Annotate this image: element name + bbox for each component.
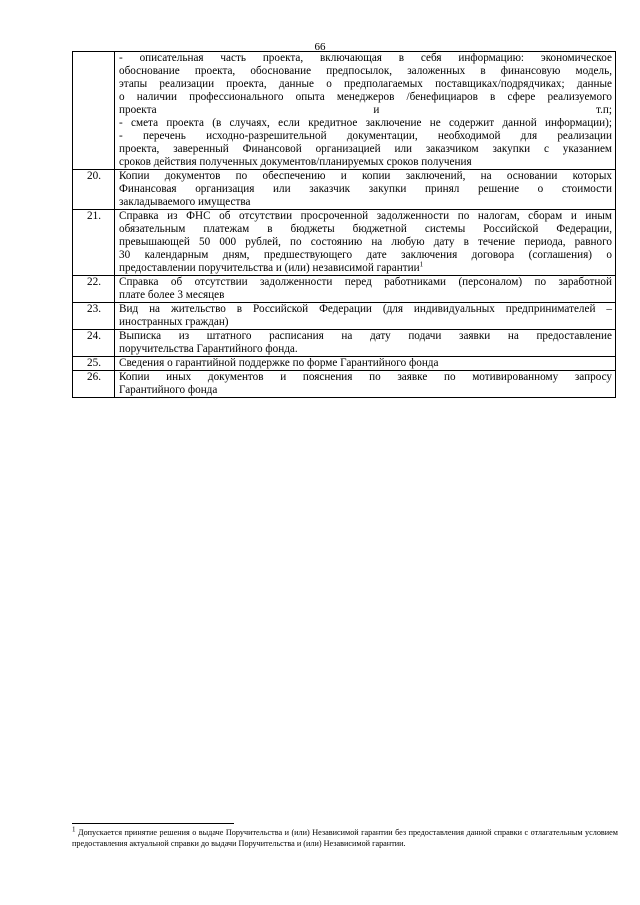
row-text: Финансовая организация или заказчик закупки принял решение о стоимости [119, 183, 612, 195]
row-text-line [119, 262, 612, 275]
row-text: плате более 3 месяцев [119, 289, 225, 301]
row-text-line [119, 117, 612, 130]
table-row [73, 170, 616, 210]
row-text: Гарантийного фонда [119, 384, 218, 396]
row-text-line [119, 343, 612, 356]
row-text-line [119, 223, 612, 236]
row-content [115, 357, 616, 371]
row-number: 24. [73, 330, 115, 357]
row-text: Копии иных документов и пояснения по заявке по мотивированному запросу [119, 371, 612, 383]
row-text-line [119, 78, 612, 91]
table-row [73, 371, 616, 398]
row-text: этапы реализации проекта, данные о предполагаемых поставщиках/подрядчиках; данные [119, 78, 612, 90]
row-text-line [119, 249, 612, 262]
row-text: - смета проекта (в случаях, если кредитное заключение не содержит данной информации); [119, 117, 612, 129]
footnote-reference: 1 [419, 260, 424, 269]
row-number: 25. [73, 357, 115, 371]
table-row [73, 276, 616, 303]
row-text: предоставлении поручительства и (или) независимой гарантии [119, 262, 420, 274]
row-text-line [119, 330, 612, 343]
row-text-line [119, 384, 612, 397]
row-text: - перечень исходно-разрешительной документации, необходимой для реализации [119, 130, 612, 142]
row-text: 30 календарным дням, предшествующего дате заключения договора (соглашения) о [119, 249, 612, 261]
table-row [73, 357, 616, 371]
row-content [115, 371, 616, 398]
row-content [115, 303, 616, 330]
row-content [115, 276, 616, 303]
row-text: Копии документов по обеспечению и копии заключений, на основании которых [119, 170, 612, 182]
row-text: о наличии профессионального опыта менеджеров /бенефициаров в сфере реализуемого [119, 91, 612, 103]
row-text: Справка об отсутствии задолженности перед работниками (персоналом) по заработной [119, 276, 612, 288]
row-text: обоснование проекта, обоснование предпосылок, заложенных в финансовую модель, [119, 65, 612, 77]
table-row [73, 303, 616, 330]
row-text-line [119, 371, 612, 384]
row-text: проекта и т.п; [119, 104, 612, 116]
row-number: 22. [73, 276, 115, 303]
row-text-line [119, 276, 612, 289]
documents-table-body [73, 52, 616, 398]
row-text: Вид на жительство в Российской Федерации (для индивидуальных предпринимателей – [119, 303, 612, 315]
table-row [73, 330, 616, 357]
row-content [115, 170, 616, 210]
row-number: 20. [73, 170, 115, 210]
table-row [73, 210, 616, 276]
row-number: 23. [73, 303, 115, 330]
row-number [73, 52, 115, 170]
row-content [115, 52, 616, 170]
footnote-text: Допускается принятие решения о выдаче Поручительства и (или) Независимой гарантии без предоставления данной справки с отлагательным условием предоставления актуальной справки до выдачи Поручительства и (или) Независимой гарантии. [72, 828, 618, 848]
row-text-line [119, 236, 612, 249]
row-text-line [119, 289, 612, 302]
row-number: 21. [73, 210, 115, 276]
row-text-line [119, 316, 612, 329]
row-text-line [119, 156, 612, 169]
row-text: сроков действия полученных документов/планируемых сроков получения [119, 156, 472, 168]
table-row [73, 52, 616, 170]
row-text: превышающей 50 000 рублей, по состоянию на любую дату в течение периода, равного [119, 236, 612, 248]
row-text-line [119, 183, 612, 196]
footnote-separator [72, 823, 234, 824]
documents-table [72, 51, 616, 398]
footnote [72, 827, 618, 849]
footnote-marker: 1 [72, 825, 76, 834]
row-content [115, 210, 616, 276]
row-text-line [119, 196, 612, 209]
row-text: проекта, заверенный Финансовой организацией или заказчиком закупки с указанием [119, 143, 612, 155]
row-content [115, 330, 616, 357]
row-text: Сведения о гарантийной поддержке по форме Гарантийного фонда [119, 357, 439, 369]
row-text: Выписка из штатного расписания на дату подачи заявки на предоставление [119, 330, 612, 342]
row-text-line [119, 170, 612, 183]
row-text-line [119, 143, 612, 156]
row-text: - описательная часть проекта, включающая в себя информацию: экономическое [119, 52, 612, 64]
row-text: иностранных граждан) [119, 316, 229, 328]
row-text-line [119, 210, 612, 223]
row-text-line [119, 303, 612, 316]
row-text-line [119, 65, 612, 78]
row-number: 26. [73, 371, 115, 398]
row-text-line [119, 52, 612, 65]
row-text: обязательным платежам в бюджеты бюджетной системы Российской Федерации, [119, 223, 612, 235]
row-text-line [119, 91, 612, 104]
row-text-line [119, 130, 612, 143]
row-text-line [119, 357, 612, 370]
row-text: Справка из ФНС об отсутствии просроченной задолженности по налогам, сборам и иным [119, 210, 612, 222]
page-number: 66 [314, 41, 326, 53]
row-text: поручительства Гарантийного фонда. [119, 343, 298, 355]
row-text: закладываемого имущества [119, 196, 251, 208]
row-text-line [119, 104, 612, 117]
